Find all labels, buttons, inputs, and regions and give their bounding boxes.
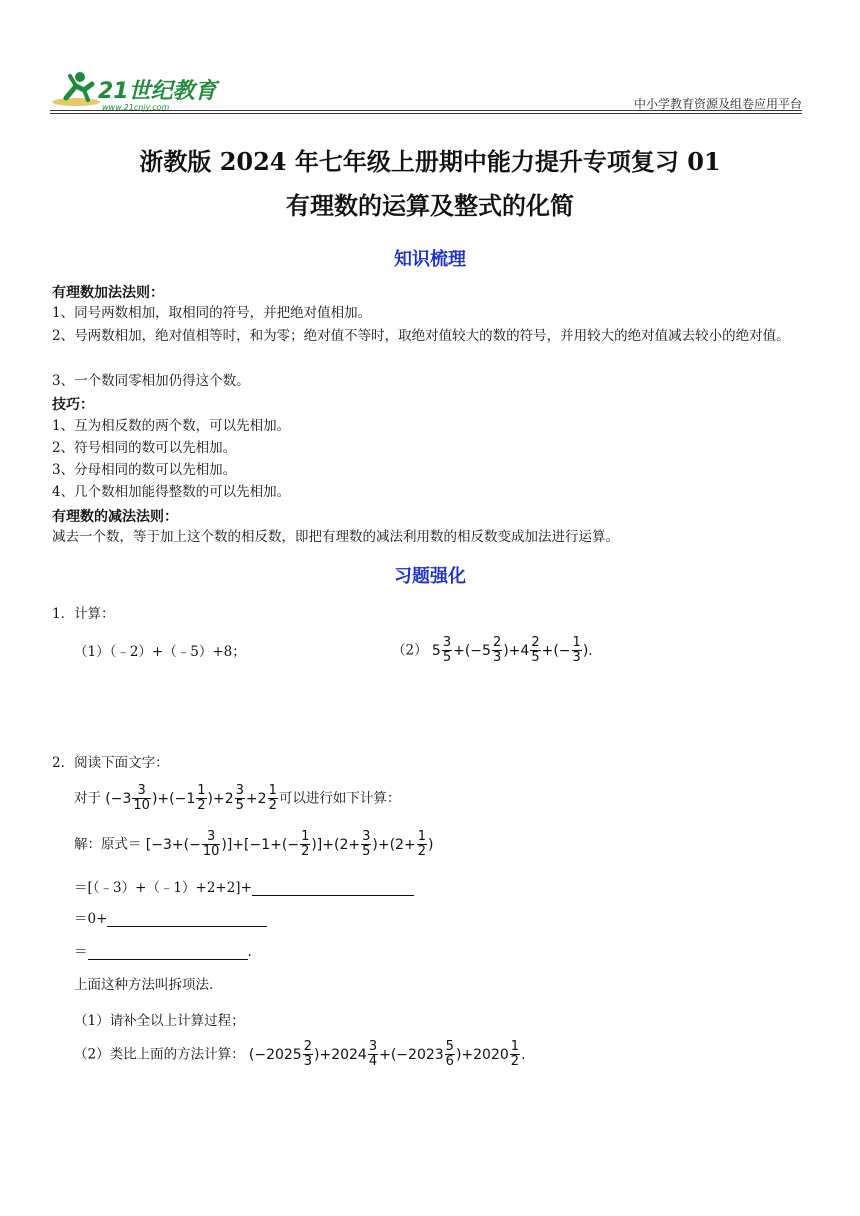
q2-step3 <box>74 940 252 960</box>
section-heading-exercises: 习题强化 <box>394 566 466 587</box>
platform-label: 中小学教育资源及组卷应用平台 <box>633 97 802 111</box>
q2-step1 <box>74 876 414 896</box>
q1-part2-label: （2） <box>392 642 428 659</box>
header-rule <box>50 110 802 111</box>
add-rule-1: 1、同号两数相加，取相同的符号，并把绝对值相加。 <box>52 305 372 321</box>
add-rule-2: 2、号两数相加，绝对值相等时，和为零；绝对值不等时，取绝对值较大的数的符号，并用较大的绝对值减去较小的绝对值。 <box>52 328 790 344</box>
q2-solution <box>74 830 433 859</box>
q2-intro-prefix: 对于 <box>74 790 101 807</box>
answer-blank[interactable] <box>252 881 414 896</box>
logo <box>50 68 220 112</box>
q2-solution-expression: [−3+(− $\frac{3}{10}$ )]+[−1+(− $\frac{1}{2}$ )]+(2+ $\frac{3}{5}$ )+(2+ $\frac{1}{2}$ ) <box>145 829 434 859</box>
q2-intro <box>74 784 400 813</box>
q1-stem: 1．计算： <box>52 606 115 622</box>
q2-step2-text: ＝0+ <box>74 911 108 927</box>
runner-icon <box>50 68 220 112</box>
tip-2: 2、符号相同的数可以先相加。 <box>52 440 237 456</box>
q2-step2 <box>74 907 267 927</box>
tip-3: 3、分母相同的数可以先相加。 <box>52 462 237 478</box>
answer-blank[interactable] <box>88 945 248 960</box>
section-heading-knowledge: 知识梳理 <box>394 249 466 270</box>
tips-title: 技巧： <box>52 397 94 413</box>
logo-url: www.21cnjy.com <box>102 103 170 112</box>
q1-part2 <box>392 636 593 665</box>
q2-part2 <box>74 1040 526 1069</box>
answer-blank[interactable] <box>107 912 267 927</box>
q2-intro-expression: (−3 $\frac{3}{10}$ )+(−1 $\frac{1}{2}$ )+2 $\frac{3}{5}$ +2 $\frac{1}{2}$ <box>105 783 277 813</box>
sub-rule: 减去一个数，等于加上这个数的相反数，即把有理数的减法利用数的相反数变成加法进行运算。 <box>52 529 619 545</box>
q1-part1: （1）（﹣2）+（﹣5）+8； <box>74 644 246 660</box>
q2-solution-prefix: 解：原式＝ <box>74 836 142 853</box>
q2-part2-text: （2）类比上面的方法计算： <box>74 1046 245 1063</box>
logo-text: 21世纪教育 <box>98 79 217 104</box>
tip-1: 1、互为相反数的两个数，可以先相加。 <box>52 418 291 434</box>
q2-step1-text: ＝[（﹣3）+（﹣1）+2+2]+ <box>74 880 252 896</box>
q1-part2-expression: 5 $\frac{3}{5}$ +(−5 $\frac{2}{3}$ )+4 $\frac{2}{5}$ +(− $\frac{1}{3}$ ). <box>431 635 593 665</box>
q2-intro-suffix: 可以进行如下计算： <box>278 790 401 807</box>
header-rule-lower <box>50 113 802 114</box>
sub-rule-title: 有理数的减法法则： <box>52 509 178 525</box>
q2-part1: （1）请补全以上计算过程； <box>74 1013 245 1029</box>
q2-method: 上面这种方法叫拆项法． <box>74 977 223 993</box>
q2-step3-text: ＝ <box>74 944 88 960</box>
page-subtitle: 有理数的运算及整式的化简 <box>286 191 574 220</box>
add-rule-3: 3、一个数同零相加仍得这个数。 <box>52 373 250 389</box>
q2-step3-end: . <box>247 944 252 960</box>
tip-4: 4、几个数相加能得整数的可以先相加。 <box>52 484 291 500</box>
page-title: 浙教版 2024 年七年级上册期中能力提升专项复习 01 <box>139 147 721 176</box>
q2-stem: 2．阅读下面文字： <box>52 755 169 771</box>
q2-part2-expression: (−2025 $\frac{2}{3}$ )+2024 $\frac{3}{4}$ +(−2023 $\frac{5}{6}$ )+2020 $\frac{1}{2}$ . <box>248 1039 526 1069</box>
add-rule-title: 有理数加法法则： <box>52 285 164 301</box>
